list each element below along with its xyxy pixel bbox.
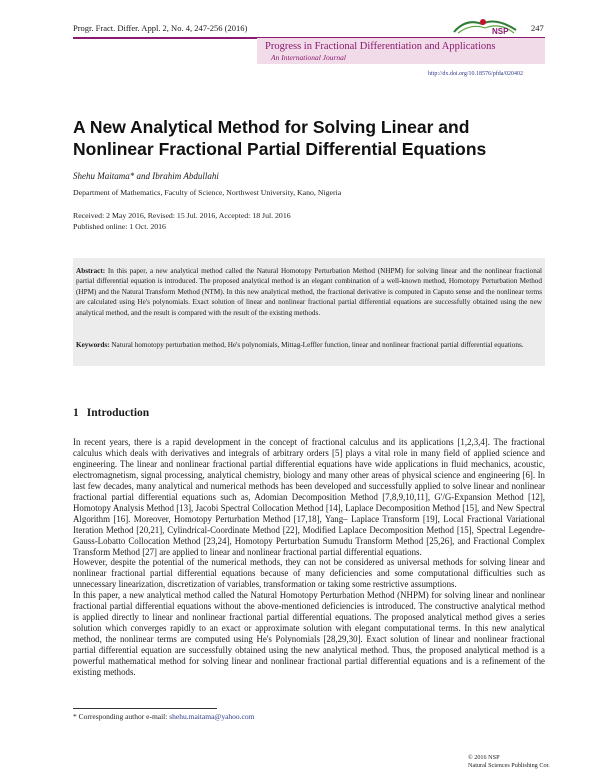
svg-text:NSP: NSP: [492, 27, 509, 36]
doi-link[interactable]: http://dx.doi.org/10.18576/pfda/020402: [428, 71, 524, 77]
paragraph: However, despite the potential of the numerical methods, they can not be considered as universal methods for solving linear and nonlinear fractional partial differential equations because of many deficiencies and some computational difficulties such as unnecessary linearization, discretization of variables, transformation or taking some restrictive assumptions.: [73, 557, 545, 590]
copyright: © 2016 NSP: [468, 754, 500, 761]
journal-name: Progress in Fractional Differentiation and Applications: [265, 41, 496, 52]
keywords: [76, 340, 542, 350]
abstract-text: In this paper, a new analytical method called the Natural Homotopy Perturbation Method (NHPM) for solving linear and the nonlinear fractional partial differential equation is introduced. The proposed analytical method is an elegant combination of a well-known method, Homotopy Perturbation Method (HPM) and the Natural Transform Method (NTM). In this new analytical method, the fractional derivative is computed in Caputo sense and the nonlinear terms are calculated using He's polynomials. Exact solution of linear and nonlinear fractional partial differential equations are successfully obtained using the new analytical method, and the result is compared with the result of the existing methods.: [76, 267, 543, 317]
abstract-label: Abstract:: [76, 267, 106, 275]
keywords-text: Natural homotopy perturbation method, He's polynomials, Mittag-Leffler function, linear and nonlinear fractional partial differential equations.: [111, 341, 524, 349]
paragraph: In this paper, a new analytical method called the Natural Homotopy Perturbation Method (NHPM) for solving linear and nonlinear fractional partial differential equations without the above-mentioned deficiencies is introduced. The constructive analytical method is applied directly to linear and nonlinear fractional partial differential equations. The proposed analytical method gives a series solution which converges rapidly to an exact or approximate solution with elegant computational terms. In this new analytical method, the nonlinear terms are computed using He's Polynomials [28,29,30]. Exact solution of linear and nonlinear fractional partial differential equation are successfully obtained using the new analytical method. Thus, the proposed analytical method is a powerful mathematical method for solving linear and nonlinear fractional partial differential equations and is a refinement of the existing methods.: [73, 590, 545, 678]
abstract: [76, 266, 542, 318]
authors: Shehu Maitama* and Ibrahim Abdullahi: [73, 171, 219, 181]
paragraph: In recent years, there is a rapid development in the concept of fractional calculus and its applications [1,2,3,4]. The fractional calculus which deals with derivatives and integrals of arbitrary orders [5] plays a vital role in many field of applied science and engineering. The linear and nonlinear fractional partial differential equations have wide applications in fluid mechanics, acoustic, electromagnetism, signal processing, analytical chemistry, biology and many other areas of physical science and engineering [6]. In last few decades, many analytical and numerical methods has been developed and successfully applied to solve linear and nonlinear fractional partial differential equations such as, Adomian Decomposition Method [7,8,9,10,11], G'/G-Expansion Method [12], Homotopy Analysis Method [13], Jacobi Spectral Collocation Method [14], Laplace Decomposition Method [15], and New Spectral Algorithm [16]. Moreover, Homotopy Perturbation Method [17,18], Yang– Laplace Transform [19], Local Fractional Variational Iteration Method [20,21], Cylindrical-Coordinate Method [22], Modified Laplace Decomposition Method [15], Spectral Legendre-Gauss-Lobatto Collocation Method [23,24], Homotopy Perturbation Sumudu Transform Method [25,26], and Fractional Complex Transform Method [27] are applied to linear and nonlinear fractional partial differential equations.: [73, 437, 545, 557]
footnote-label: * Corresponding author e-mail:: [73, 712, 168, 721]
article-title: A New Analytical Method for Solving Linear and Nonlinear Fractional Partial Differential Equations: [73, 117, 487, 159]
footnote: [73, 712, 254, 721]
article-dates: [73, 210, 291, 232]
journal-reference: Progr. Fract. Differ. Appl. 2, No. 4, 247-256 (2016): [73, 23, 248, 33]
section-number: 1: [73, 407, 79, 419]
journal-subtitle: An International Journal: [271, 53, 346, 62]
publisher-logo: [452, 14, 518, 36]
journal-banner: [257, 38, 545, 64]
keywords-label: Keywords:: [76, 341, 110, 349]
section-heading: [73, 407, 149, 419]
body-text: [73, 437, 545, 678]
author-email-link[interactable]: shehu.maitama@yahoo.com: [169, 712, 255, 721]
page-number: 247: [531, 23, 544, 33]
publisher-name: Natural Sciences Publishing Cor.: [468, 762, 550, 769]
affiliation: Department of Mathematics, Faculty of Science, Northwest University, Kano, Nigeria: [73, 188, 342, 197]
published-date: Published online: 1 Oct. 2016: [73, 222, 166, 231]
footnote-rule: [73, 708, 217, 709]
received-dates: Received: 2 May 2016, Revised: 15 Jul. 2016, Accepted: 18 Jul. 2016: [73, 211, 291, 220]
section-title: Introduction: [86, 407, 150, 419]
